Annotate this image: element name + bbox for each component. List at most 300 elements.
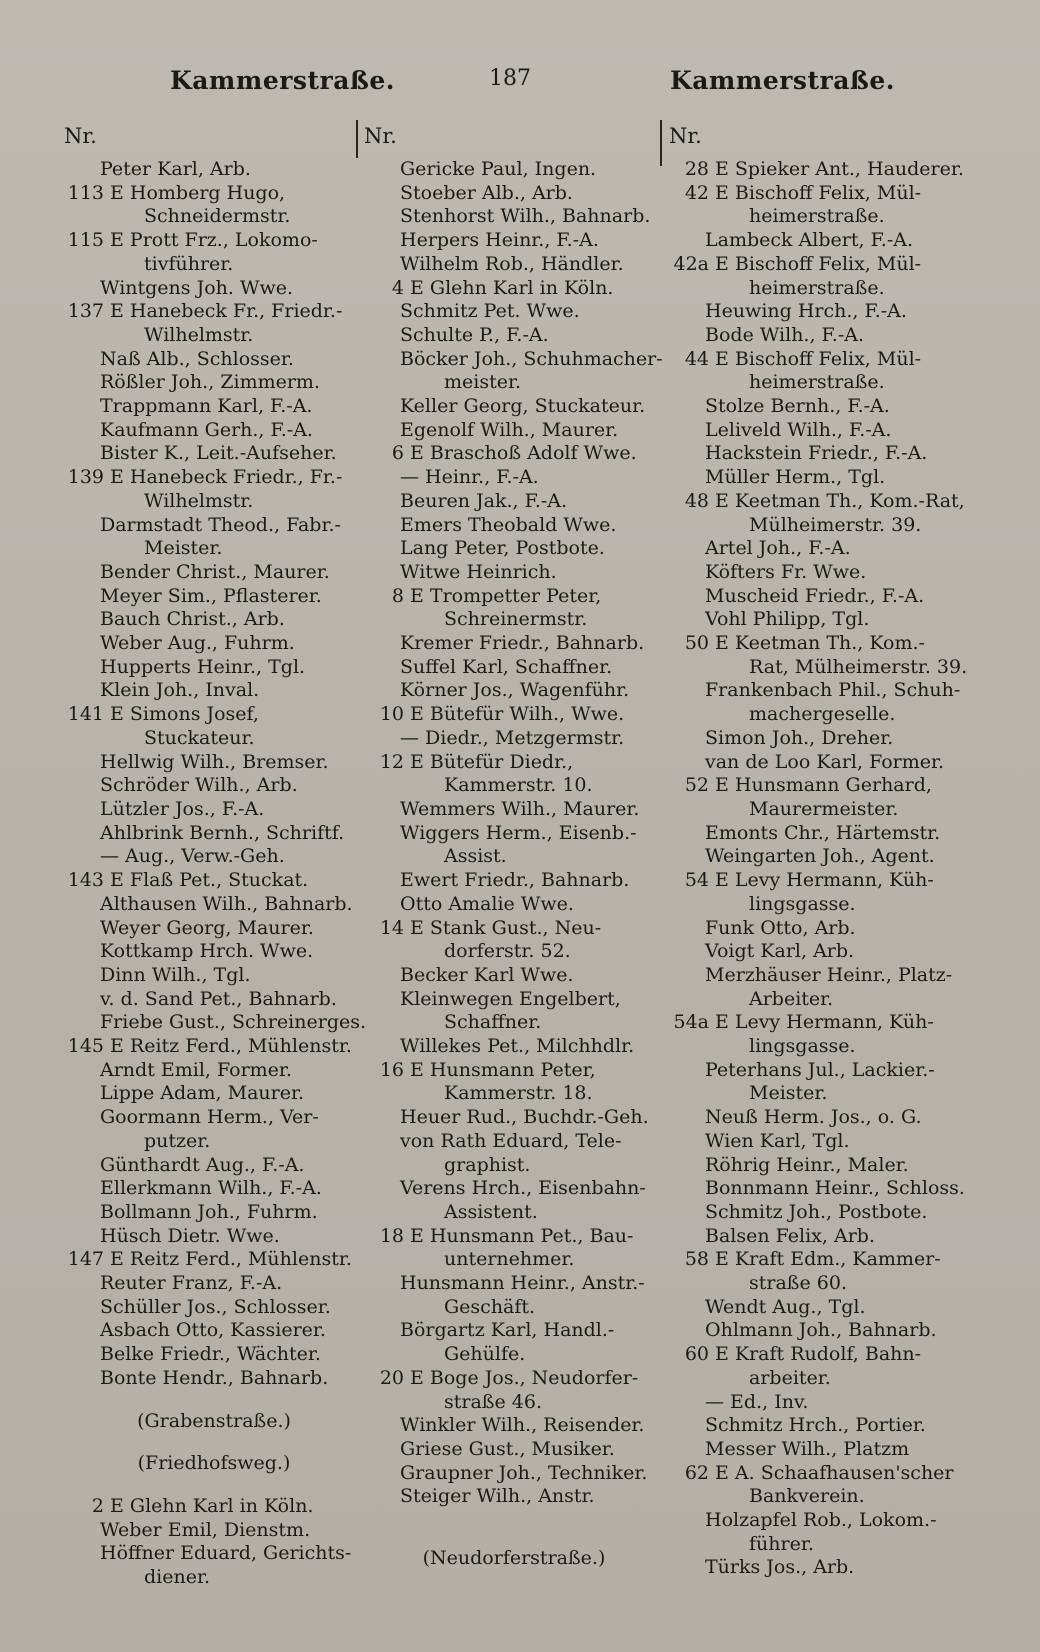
entry-text: Bollmann Joh., Fuhrm. [100,1200,318,1223]
house-entry [64,300,364,324]
house-number: 20 [379,1366,404,1389]
resident-entry [64,1059,364,1083]
resident-entry [364,940,664,964]
entry-text: Heuer Rud., Buchdr.-Geh. [400,1106,649,1129]
resident-entry [669,1177,969,1201]
resident-entry [669,1391,969,1415]
resident-entry [64,395,364,419]
entry-text: Röhrig Heinr., Maler. [705,1153,909,1176]
resident-entry [64,1225,364,1249]
resident-entry [64,917,364,941]
house-number: 143 [67,869,104,892]
resident-entry [364,1154,664,1178]
column-3 [669,122,969,1580]
entry-text: Meister. [749,1082,828,1105]
resident-entry [669,1035,969,1059]
resident-entry [669,1059,969,1083]
entry-text: Artel Joh., F.-A. [705,537,851,560]
entry-text: Verens Hrch., Eisenbahn- [400,1177,646,1200]
resident-entry [64,1154,364,1178]
entry-text: Müller Herm., Tgl. [705,466,886,489]
resident-entry [669,1438,969,1462]
entry-text: Egenolf Wilh., Maurer. [400,418,619,441]
resident-entry [669,608,969,632]
resident-entry [669,1154,969,1178]
resident-entry [669,585,969,609]
entry-text: — Aug., Verw.-Geh. [100,845,285,868]
entry-text: E Hunsmann Gerhard, [715,774,932,797]
resident-entry [64,1566,364,1590]
entry-text: Schaffner. [444,1011,542,1034]
resident-entry [669,1533,969,1557]
entry-text: Rat, Mülheimerstr. 39. [749,655,968,678]
entry-text: Wemmers Wilh., Maurer. [400,797,640,820]
entry-text: Köfters Fr. Wwe. [705,560,867,583]
house-number: 6 [391,442,404,465]
resident-entry [64,632,364,656]
entry-text: Ewert Friedr., Bahnarb. [400,869,630,892]
entry-text: Goormann Herm., Ver- [100,1106,319,1129]
entry-text: E Kraft Rudolf, Bahn- [715,1343,922,1366]
resident-entry [669,371,969,395]
entry-text: Arbeiter. [749,987,834,1010]
entry-text: Neuß Herm. Jos., o. G. [705,1106,922,1129]
entry-text: arbeiter. [749,1366,831,1389]
entry-text: führer. [749,1532,814,1555]
entry-text: Merzhäuser Heinr., Platz- [705,963,953,986]
house-entry [364,585,664,609]
entry-text: E Keetman Th., Kom.- [715,632,925,655]
resident-entry [64,561,364,585]
entry-text: Emers Theobald Wwe. [400,513,617,536]
entry-text: Assistent. [444,1200,538,1223]
resident-entry [64,490,364,514]
resident-entry [64,514,364,538]
resident-entry [364,1343,664,1367]
entry-text: E Hunsmann Peter, [410,1058,596,1081]
entry-text: machergeselle. [749,703,896,726]
entry-text: Weyer Georg, Maurer. [100,916,314,939]
entry-text: Bister K., Leit.-Aufseher. [100,442,337,465]
entry-text: lingsgasse. [749,1035,856,1058]
resident-entry [669,561,969,585]
resident-entry [364,1485,664,1509]
resident-entry [364,727,664,751]
entry-text: graphist. [444,1153,531,1176]
resident-entry [64,253,364,277]
header-street-left: Kammerstraße. [170,66,396,95]
entry-text: meister. [444,371,522,394]
entry-text: E Prott Frz., Lokomo- [110,229,318,252]
house-entry [669,158,969,182]
house-entry [64,229,364,253]
entry-text: lingsgasse. [749,892,856,915]
entry-text: Maurermeister. [749,797,899,820]
entry-text: Hunsmann Heinr., Anstr.- [400,1272,645,1295]
resident-entry [64,608,364,632]
entry-text: Naß Alb., Schlosser. [100,347,294,370]
resident-entry [64,348,364,372]
entry-text: E Homberg Hugo, [110,181,286,204]
house-number: 44 [684,347,709,370]
house-number: 8 [391,584,404,607]
resident-entry [364,1438,664,1462]
entry-text: Weber Emil, Dienstm. [100,1518,311,1541]
entry-text: E Glehn Karl in Köln. [410,276,614,299]
resident-entry [364,514,664,538]
house-entry [669,182,969,206]
house-number: 145 [67,1035,104,1058]
resident-entry [669,466,969,490]
street-heading [64,1452,364,1476]
resident-entry [64,1319,364,1343]
resident-entry [64,656,364,680]
house-number: 141 [67,703,104,726]
resident-entry [669,1509,969,1533]
entry-text: Böcker Joh., Schuhmacher- [400,347,663,370]
entry-text: (Neudorferstraße.) [422,1547,606,1570]
entry-text: Reuter Franz, F.-A. [100,1272,283,1295]
entry-text: Börgartz Karl, Handl.- [400,1319,615,1342]
resident-entry [64,940,364,964]
entry-text: Wintgens Joh. Wwe. [100,276,294,299]
resident-entry [669,1414,969,1438]
entry-text: Steiger Wilh., Anstr. [400,1485,595,1508]
resident-entry [669,442,969,466]
resident-entry [364,656,664,680]
resident-entry [64,751,364,775]
entry-text: Lippe Adam, Maurer. [100,1082,304,1105]
resident-entry [64,1272,364,1296]
entry-text: Kleinwegen Engelbert, [400,987,621,1010]
house-entry [64,869,364,893]
house-number: 147 [67,1248,104,1271]
entry-text: Bender Christ., Maurer. [100,560,330,583]
resident-entry [64,1082,364,1106]
house-number: 137 [67,300,104,323]
resident-entry [669,277,969,301]
entry-text: Wiggers Herm., Eisenb.- [400,821,637,844]
house-number: 28 [684,158,709,180]
entry-text: Asbach Otto, Kassierer. [100,1319,326,1342]
house-entry [364,442,664,466]
entry-text: Hupperts Heinr., Tgl. [100,655,306,678]
house-entry [669,1343,969,1367]
entry-text: Friebe Gust., Schreinerges. [100,1011,367,1034]
column-entries [64,158,367,1590]
entry-text: Voigt Karl, Arb. [705,940,855,963]
entry-text: Bankverein. [749,1485,865,1508]
resident-entry [364,229,664,253]
resident-entry [669,964,969,988]
entry-text: Günthardt Aug., F.-A. [100,1153,305,1176]
page-number: 187 [489,66,531,91]
house-number: 52 [684,774,709,797]
resident-entry [669,845,969,869]
resident-entry [669,751,969,775]
resident-entry [64,585,364,609]
entry-text: Messer Wilh., Platzm [705,1437,910,1460]
resident-entry [64,1519,364,1543]
resident-entry [364,182,664,206]
entry-text: Heuwing Hrch., F.-A. [705,300,907,323]
entry-text: Belke Friedr., Wächter. [100,1343,321,1366]
house-number: 115 [67,229,104,252]
resident-entry [669,1225,969,1249]
entry-text: E Glehn Karl in Köln. [110,1494,314,1517]
house-entry [64,182,364,206]
resident-entry [669,205,969,229]
entry-text: Wilhelmstr. [144,323,254,346]
entry-text: Schreinermstr. [444,608,588,631]
resident-entry [669,537,969,561]
resident-entry [669,1296,969,1320]
entry-text: E Levy Hermann, Küh- [715,869,934,892]
house-entry [64,1248,364,1272]
resident-entry [364,798,664,822]
entry-text: E Hanebeck Fr., Friedr.- [110,300,343,323]
house-number: 50 [684,632,709,655]
entry-text: Herpers Heinr., F.-A. [400,229,599,252]
house-number: 54 [684,869,709,892]
resident-entry [364,1177,664,1201]
entry-text: Beuren Jak., F.-A. [400,489,568,512]
entry-text: Funk Otto, Arb. [705,916,856,939]
entry-text: Hackstein Friedr., F.-A. [705,442,928,465]
entry-text: (Friedhofsweg.) [137,1452,291,1475]
resident-entry [669,1130,969,1154]
entry-text: Balsen Felix, Arb. [705,1224,875,1247]
entry-text: Ahlbrink Bernh., Schriftf. [100,821,345,844]
nr-label: Nr. [669,124,702,148]
spacer [364,1528,664,1547]
entry-text: Keller Georg, Stuckateur. [400,395,646,418]
entry-text: Schmitz Hrch., Portier. [705,1414,926,1437]
resident-entry [64,419,364,443]
resident-entry [364,1035,664,1059]
resident-entry [64,205,364,229]
house-number: 113 [67,181,104,204]
entry-text: Meister. [144,537,223,560]
entry-text: E Keetman Th., Kom.-Rat, [715,489,965,512]
entry-text: Leliveld Wilh., F.-A. [705,418,892,441]
spacer [364,1509,664,1528]
entry-text: E Bütefür Diedr., [410,750,574,773]
entry-text: Schröder Wilh., Arb. [100,774,298,797]
house-entry [364,1059,664,1083]
entry-text: Bauch Christ., Arb. [100,608,285,631]
entry-text: Rößler Joh., Zimmerm. [100,371,320,394]
entry-text: Lambeck Albert, F.-A. [705,229,914,252]
entry-text: — Heinr., F.-A. [400,466,539,489]
resident-entry [364,395,664,419]
resident-entry [669,1556,969,1580]
resident-entry [364,822,664,846]
entry-text: E A. Schaafhausen'scher [715,1461,954,1484]
entry-text: Kammerstr. 18. [444,1082,593,1105]
house-entry [669,632,969,656]
entry-text: Körner Jos., Wagenführ. [400,679,630,702]
resident-entry [64,893,364,917]
entry-text: Kremer Friedr., Bahnarb. [400,632,645,655]
entry-text: Schulte P., F.-A. [400,323,549,346]
street-heading [364,1547,664,1571]
entry-text: E Bischoff Felix, Mül- [715,347,922,370]
entry-text: straße 46. [444,1390,542,1413]
house-entry [64,466,364,490]
entry-text: Höffner Eduard, Gerichts- [100,1542,352,1565]
entry-text: Kaufmann Gerh., F.-A. [100,418,313,441]
resident-entry [364,1011,664,1035]
entry-text: E Levy Hermann, Küh- [715,1011,934,1034]
house-entry [64,703,364,727]
resident-entry [364,537,664,561]
entry-text: E Reitz Ferd., Mühlenstr. [110,1248,352,1271]
entry-text: Frankenbach Phil., Schuh- [705,679,961,702]
entry-text: E Trompetter Peter, [410,584,602,607]
entry-text: Geschäft. [444,1295,536,1318]
resident-entry [669,679,969,703]
entry-text: Hüsch Dietr. Wwe. [100,1224,280,1247]
entry-text: Wilhelm Rob., Händler. [400,252,624,275]
house-entry [669,774,969,798]
resident-entry [364,679,664,703]
resident-entry [669,324,969,348]
resident-entry [64,1343,364,1367]
entry-text: heimerstraße. [749,205,885,228]
resident-entry [669,988,969,1012]
resident-entry [364,1319,664,1343]
entry-text: heimerstraße. [749,276,885,299]
resident-entry [669,514,969,538]
resident-entry [364,466,664,490]
entry-text: Suffel Karl, Schaffner. [400,655,613,678]
entry-text: Weber Aug., Fuhrm. [100,632,295,655]
entry-text: E Braschoß Adolf Wwe. [410,442,637,465]
house-number: 12 [379,750,404,773]
entry-text: Ellerkmann Wilh., F.-A. [100,1177,322,1200]
resident-entry [64,537,364,561]
resident-entry [64,727,364,751]
column-entries [364,158,664,1571]
house-entry [64,1495,364,1519]
house-entry [364,1225,664,1249]
house-number: 62 [684,1461,709,1484]
entry-text: Becker Karl Wwe. [400,963,574,986]
resident-entry [669,1106,969,1130]
entry-text: E Spieker Ant., Hauderer. [715,158,964,180]
resident-entry [669,703,969,727]
entry-text: E Simons Josef, [110,703,259,726]
house-number: 18 [379,1224,404,1247]
entry-text: Trappmann Karl, F.-A. [100,395,313,418]
house-entry [364,277,664,301]
house-entry [669,1011,969,1035]
entry-text: straße 60. [749,1272,847,1295]
resident-entry [64,1106,364,1130]
entry-text: Peterhans Jul., Lackier.- [705,1058,935,1081]
resident-entry [669,419,969,443]
house-number: 42 [684,181,709,204]
resident-entry [364,490,664,514]
resident-entry [669,300,969,324]
entry-text: Weingarten Joh., Agent. [705,845,935,868]
resident-entry [364,1272,664,1296]
resident-entry [364,1130,664,1154]
spacer [64,1391,364,1410]
house-number: 48 [684,489,709,512]
entry-text: Klein Joh., Inval. [100,679,260,702]
resident-entry [64,774,364,798]
resident-entry [364,1391,664,1415]
entry-text: E Bütefür Wilh., Wwe. [410,703,625,726]
spacer [64,1476,364,1495]
entry-text: Otto Amalie Wwe. [400,892,574,915]
entry-text: von Rath Eduard, Tele- [400,1129,622,1152]
resident-entry [64,1542,364,1566]
resident-entry [364,324,664,348]
resident-entry [64,1177,364,1201]
resident-entry [64,822,364,846]
resident-entry [64,798,364,822]
resident-entry [364,1296,664,1320]
house-entry [669,490,969,514]
entry-text: E Boge Jos., Neudorfer- [410,1366,639,1389]
resident-entry [669,1201,969,1225]
entry-text: Stolze Bernh., F.-A. [705,395,890,418]
resident-entry [669,822,969,846]
house-entry [364,751,664,775]
house-entry [669,348,969,372]
house-number: 4 [391,276,404,299]
entry-text: diener. [144,1566,210,1589]
entry-text: E Flaß Pet., Stuckat. [110,869,309,892]
resident-entry [364,893,664,917]
resident-entry [364,608,664,632]
entry-text: putzer. [144,1129,211,1152]
resident-entry [64,371,364,395]
resident-entry [364,869,664,893]
resident-entry [64,442,364,466]
entry-text: Gehülfe. [444,1343,526,1366]
entry-text: unternehmer. [444,1248,575,1271]
entry-text: Wilhelmstr. [144,489,254,512]
house-number: 10 [379,703,404,726]
resident-entry [364,158,664,182]
house-number: 58 [684,1248,709,1271]
entry-text: Hellwig Wilh., Bremser. [100,750,329,773]
entry-text: Schneidermstr. [144,205,291,228]
house-number: 139 [67,466,104,489]
resident-entry [64,1011,367,1035]
entry-text: Muscheid Friedr., F.-A. [705,584,925,607]
entry-text: Dinn Wilh., Tgl. [100,963,251,986]
entry-text: Stuckateur. [144,726,255,749]
entry-text: Bonte Hendr., Bahnarb. [100,1366,329,1389]
resident-entry [364,1106,664,1130]
entry-text: Vohl Philipp, Tgl. [705,608,870,631]
resident-entry [364,845,664,869]
entry-text: heimerstraße. [749,371,885,394]
resident-entry [64,1367,364,1391]
column-2 [364,122,664,1571]
entry-text: Wendt Aug., Tgl. [705,1295,866,1318]
entry-text: (Grabenstraße.) [137,1409,291,1432]
entry-text: Schmitz Joh., Postbote. [705,1200,928,1223]
resident-entry [364,774,664,798]
resident-entry [64,988,364,1012]
entry-text: Ohlmann Joh., Bahnarb. [705,1319,937,1342]
